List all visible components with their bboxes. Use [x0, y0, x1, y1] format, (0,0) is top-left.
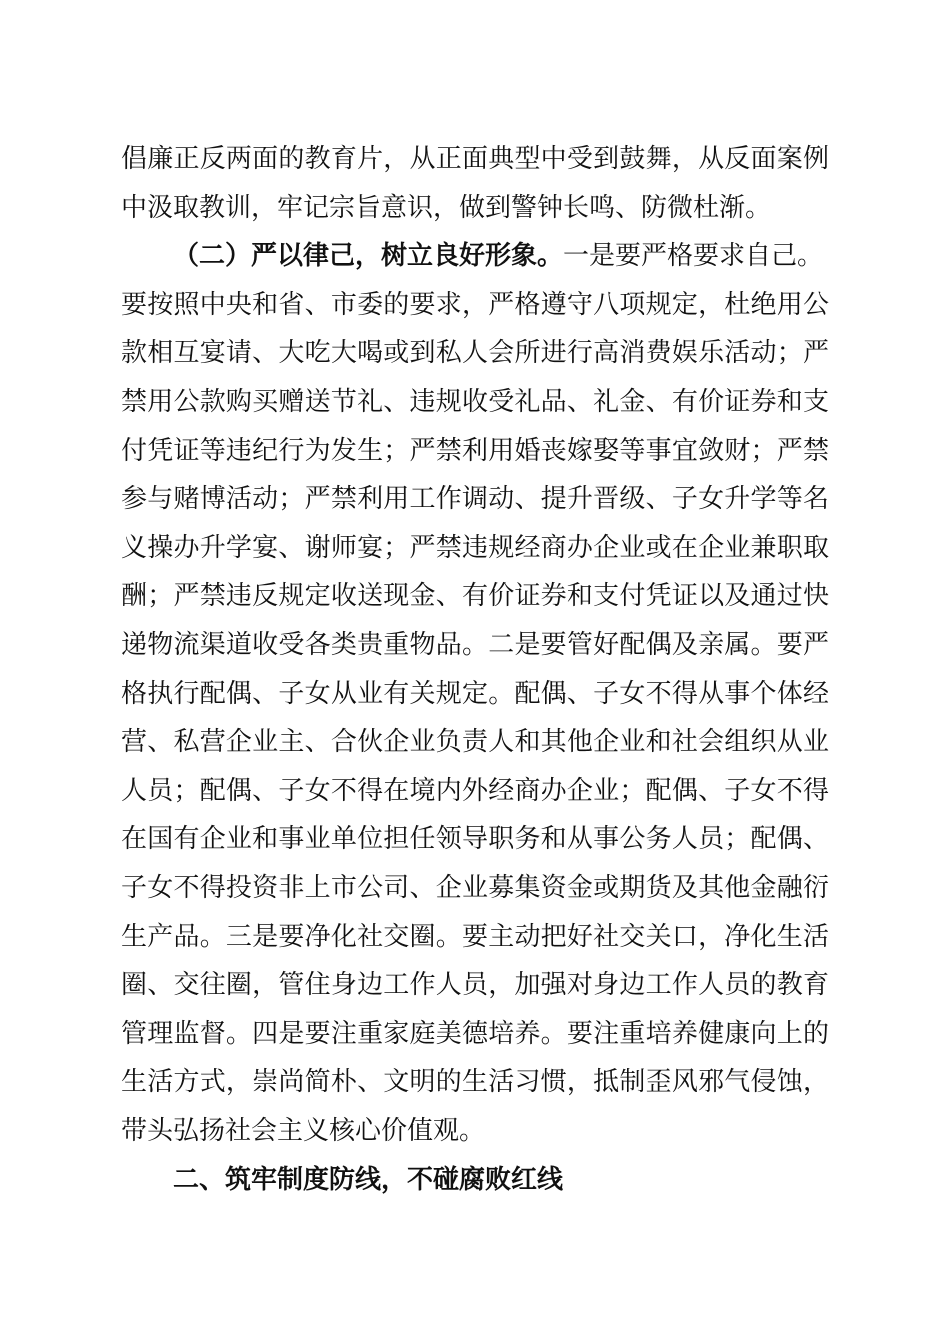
paragraph-line: 营、私营企业主、合伙企业负责人和其他企业和社会组织从业: [121, 727, 829, 757]
paragraph-line: 子女不得投资非上市公司、企业募集资金或期货及其他金融衍: [121, 873, 829, 903]
paragraph-line: 付凭证等违纪行为发生；严禁利用婚丧嫁娶等事宜敛财；严禁: [121, 436, 829, 466]
paragraph-line: 递物流渠道收受各类贵重物品。二是要管好配偶及亲属。要严: [121, 630, 829, 660]
paragraph-line: 格执行配偶、子女从业有关规定。配偶、子女不得从事个体经: [121, 679, 829, 709]
paragraph-line: 带头弘扬社会主义核心价值观。: [121, 1116, 486, 1146]
paragraph-line: 管理监督。四是要注重家庭美德培养。要注重培养健康向上的: [121, 1019, 829, 1049]
paragraph-line: 禁用公款购买赠送节礼、违规收受礼品、礼金、有价证券和支: [121, 387, 829, 417]
paragraph-line: 款相互宴请、大吃大喝或到私人会所进行高消费娱乐活动；严: [121, 338, 829, 368]
paragraph-line: 中汲取教训，牢记宗旨意识，做到警钟长鸣、防微杜渐。: [121, 193, 772, 223]
paragraph-line: 人员；配偶、子女不得在境内外经商办企业；配偶、子女不得: [121, 776, 829, 806]
section-heading: 二、筑牢制度防线，不碰腐败红线: [173, 1165, 564, 1195]
subheading-line: [173, 241, 829, 271]
paragraph-line: 酬；严禁违反规定收送现金、有价证券和支付凭证以及通过快: [121, 581, 829, 611]
paragraph-line: 倡廉正反两面的教育片，从正面典型中受到鼓舞，从反面案例: [121, 144, 829, 174]
paragraph-line: 参与赌博活动；严禁利用工作调动、提升晋级、子女升学等名: [121, 484, 829, 514]
paragraph-line: 在国有企业和事业单位担任领导职务和从事公务人员；配偶、: [121, 824, 829, 854]
paragraph-line: 生活方式，崇尚简朴、文明的生活习惯，抵制歪风邪气侵蚀，: [121, 1067, 829, 1097]
paragraph-line: 圈、交往圈，管住身边工作人员，加强对身边工作人员的教育: [121, 970, 829, 1000]
paragraph-line: 义操办升学宴、谢师宴；严禁违规经商办企业或在企业兼职取: [121, 533, 829, 563]
subheading-title: （二）严以律己，树立良好形象。: [173, 241, 564, 271]
paragraph-line: 生产品。三是要净化社交圈。要主动把好社交关口，净化生活: [121, 922, 829, 952]
paragraph-line: 要按照中央和省、市委的要求，严格遵守八项规定，杜绝用公: [121, 290, 829, 320]
subheading-text: 一是要严格要求自己。: [563, 241, 824, 271]
